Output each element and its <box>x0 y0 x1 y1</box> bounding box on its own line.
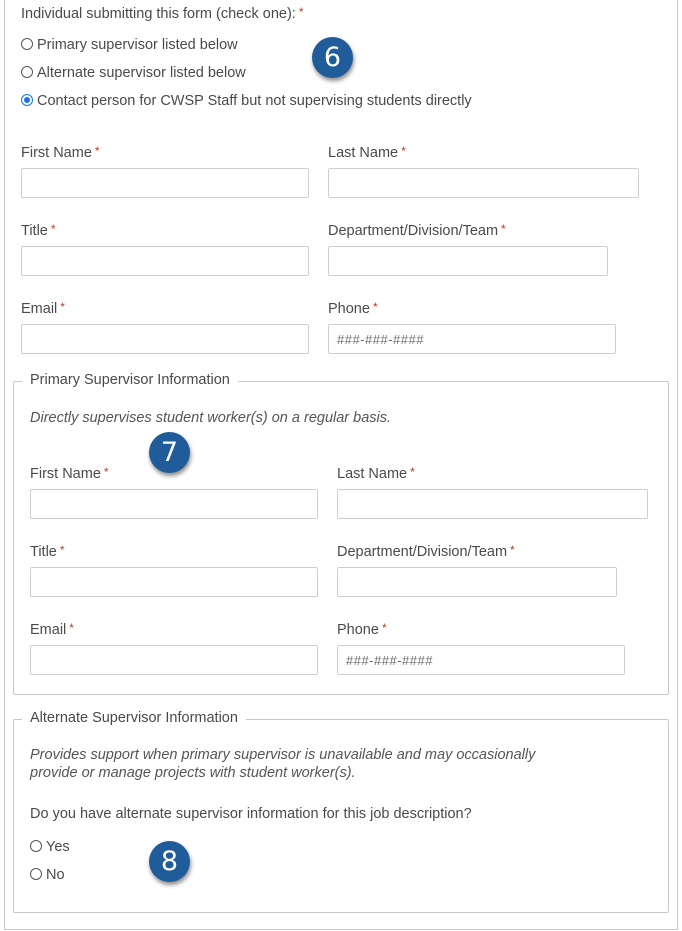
email-input[interactable] <box>21 324 309 354</box>
badge-number: 7 <box>160 437 179 468</box>
label-text: Phone <box>337 622 379 638</box>
primary-supervisor-note: Directly supervises student worker(s) on a regular basis. <box>30 410 392 426</box>
radio-circle[interactable] <box>30 868 42 880</box>
label-text: Title <box>30 544 57 560</box>
step-badge-7 <box>149 432 190 473</box>
radio-circle[interactable] <box>21 66 33 78</box>
primary-department-input[interactable] <box>337 567 617 597</box>
primary-title-label <box>30 543 65 560</box>
last-name-label <box>328 144 406 161</box>
primary-email-input[interactable] <box>30 645 318 675</box>
required-mark: * <box>94 144 100 158</box>
required-mark: * <box>401 144 406 158</box>
primary-first-name-input[interactable] <box>30 489 318 519</box>
primary-email-label <box>30 621 74 638</box>
required-mark: * <box>69 621 74 635</box>
phone-input[interactable] <box>328 324 616 354</box>
label-text: First Name <box>30 466 101 482</box>
title-input[interactable] <box>21 246 309 276</box>
radio-label: No <box>46 867 65 883</box>
primary-phone-input[interactable] <box>337 645 625 675</box>
label-text: Last Name <box>328 145 399 161</box>
required-mark: * <box>59 543 65 557</box>
required-mark: * <box>501 222 506 236</box>
alternate-question: Do you have alternate supervisor information for this job description? <box>30 806 472 822</box>
required-mark: * <box>50 222 56 236</box>
first-name-label <box>21 144 100 161</box>
first-name-input[interactable] <box>21 168 309 198</box>
radio-circle[interactable] <box>21 38 33 50</box>
primary-first-name-label <box>30 465 109 482</box>
required-mark: * <box>410 465 415 479</box>
primary-title-input[interactable] <box>30 567 318 597</box>
label-text: Department/Division/Team <box>328 223 499 239</box>
department-label <box>328 222 506 239</box>
required-mark: * <box>298 5 304 19</box>
primary-last-name-input[interactable] <box>337 489 648 519</box>
phone-label <box>328 300 378 317</box>
radio-primary-supervisor[interactable] <box>21 37 238 53</box>
label-text: Department/Division/Team <box>337 544 508 560</box>
label-text: Phone <box>328 301 370 317</box>
submitter-question-text: Individual submitting this form (check one): <box>21 6 296 22</box>
label-text: Title <box>21 223 48 239</box>
radio-label: Alternate supervisor listed below <box>37 65 246 81</box>
radio-contact-person[interactable] <box>21 93 472 109</box>
radio-circle[interactable] <box>30 840 42 852</box>
label-text: First Name <box>21 145 92 161</box>
radio-label: Yes <box>46 839 70 855</box>
alternate-supervisor-note <box>30 746 535 782</box>
radio-alternate-no[interactable] <box>30 867 65 883</box>
radio-alternate-supervisor[interactable] <box>21 65 246 81</box>
required-mark: * <box>103 465 109 479</box>
primary-supervisor-legend: Primary Supervisor Information <box>22 372 238 388</box>
required-mark: * <box>60 300 65 314</box>
last-name-input[interactable] <box>328 168 639 198</box>
department-input[interactable] <box>328 246 608 276</box>
radio-label: Contact person for CWSP Staff but not supervising students directly <box>37 93 472 109</box>
badge-number: 8 <box>160 846 179 877</box>
label-text: Email <box>21 301 58 317</box>
radio-circle-selected[interactable] <box>21 94 33 106</box>
email-label <box>21 300 65 317</box>
required-mark: * <box>381 621 387 635</box>
radio-label: Primary supervisor listed below <box>37 37 238 53</box>
submitter-question <box>21 5 304 22</box>
note-line-1: Provides support when primary supervisor is unavailable and may occasionally <box>30 747 536 763</box>
radio-alternate-yes[interactable] <box>30 839 70 855</box>
badge-number: 6 <box>323 42 342 73</box>
label-text: Email <box>30 622 67 638</box>
step-badge-6 <box>312 37 353 78</box>
required-mark: * <box>510 543 515 557</box>
label-text: Last Name <box>337 466 408 482</box>
primary-last-name-label <box>337 465 415 482</box>
alternate-supervisor-legend: Alternate Supervisor Information <box>22 710 246 726</box>
primary-department-label <box>337 543 515 560</box>
primary-phone-label <box>337 621 387 638</box>
note-line-2: provide or manage projects with student worker(s). <box>30 765 356 781</box>
required-mark: * <box>372 300 378 314</box>
step-badge-8 <box>149 841 190 882</box>
title-label <box>21 222 56 239</box>
